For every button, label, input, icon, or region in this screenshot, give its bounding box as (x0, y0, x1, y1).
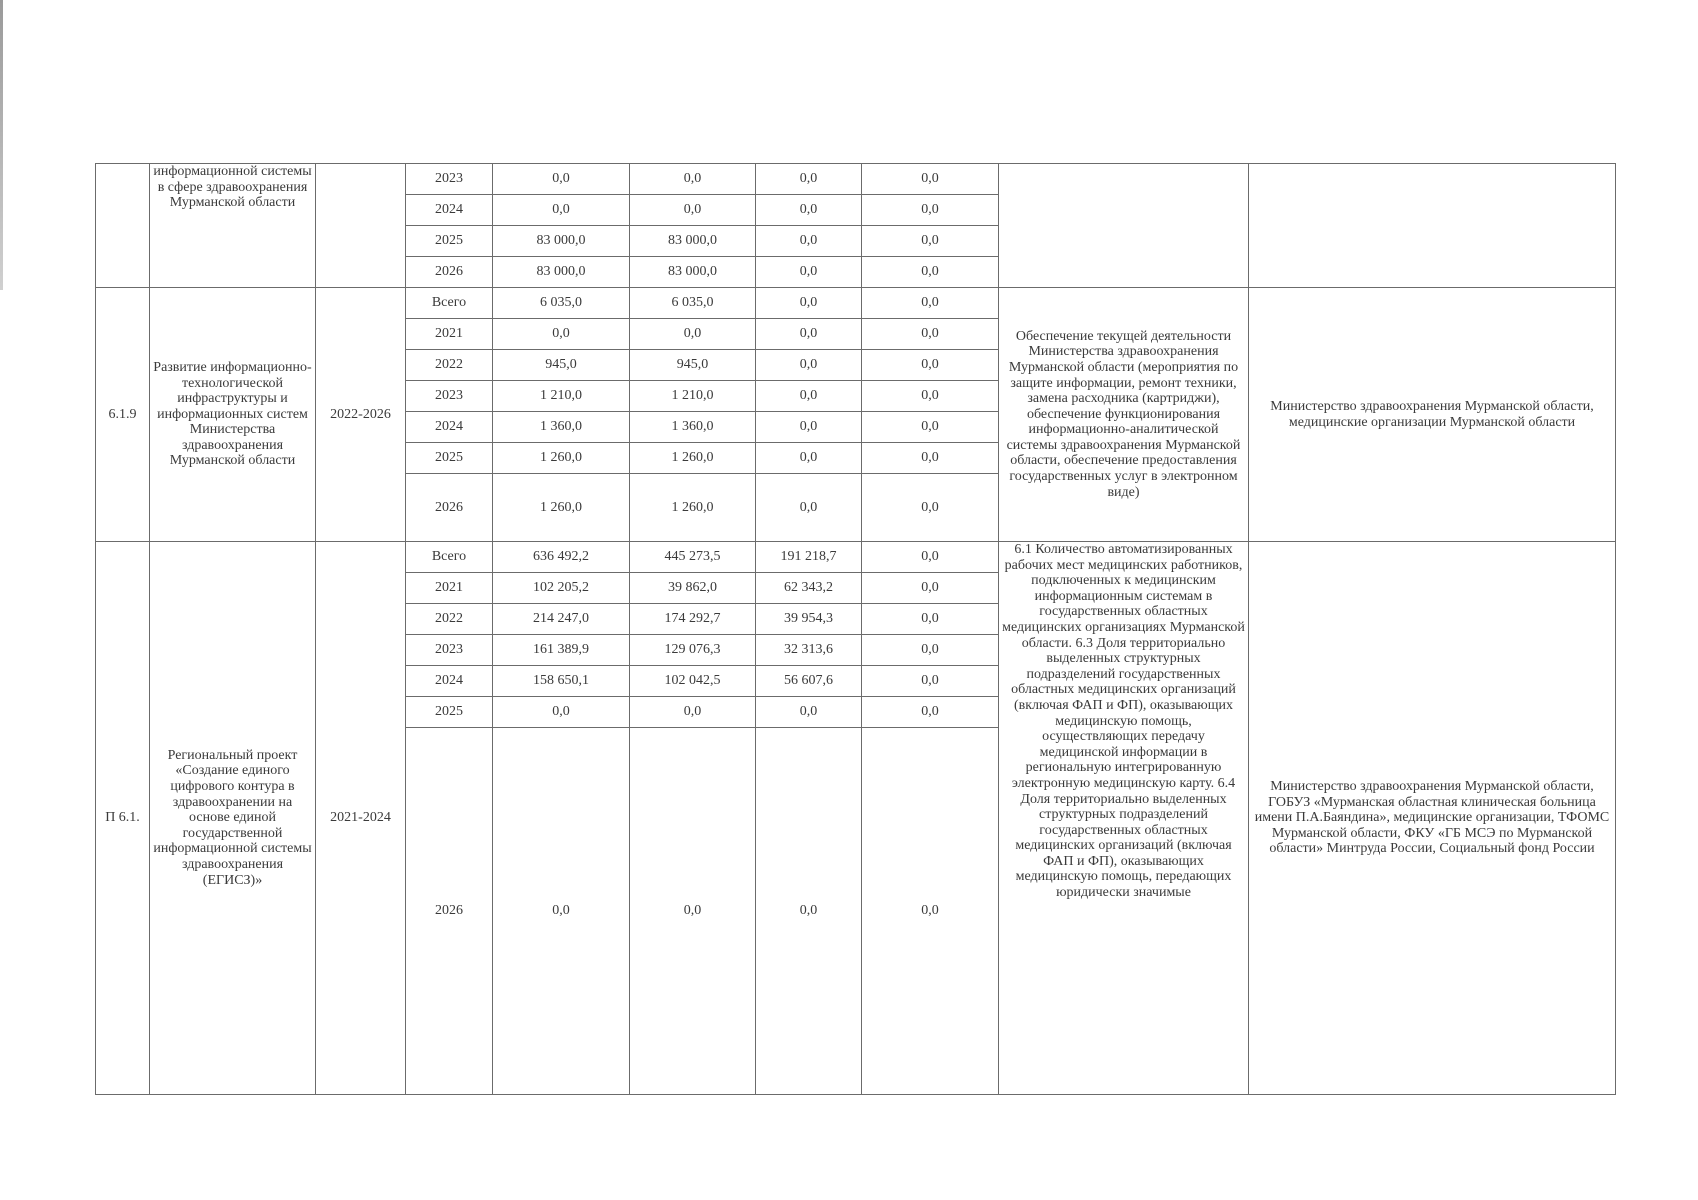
cell-year: 2021 (406, 319, 493, 350)
cell-total: 0,0 (493, 319, 630, 350)
cell-federal-budget: 0,0 (756, 728, 862, 1095)
cell-regional-budget: 129 076,3 (630, 635, 756, 666)
cell-total: 0,0 (493, 164, 630, 195)
cell-activity-name: Региональный проект «Создание единого цифрового контура в здравоохранении на основе единой государственной информационной системы здравоохранения (ЕГИСЗ)» (150, 542, 316, 1095)
cell-federal-budget: 0,0 (756, 257, 862, 288)
cell-result: 6.1 Количество автоматизированных рабочих мест медицинских работников, подключенных к медицинским информационным системам в государственных областных медицинских организациях Мурманской области. 6.3 Доля территориально выделенных структурных подразделений государственных областных медицинских организаций (включая ФАП и ФП), оказывающих медицинскую помощь, осуществляющих передачу медицинской информации в региональную интегрированную электронную медицинскую карту. 6.4 Доля территориально выделенных структурных подразделений государственных областных медицинских организаций (включая ФАП и ФП), оказывающих медицинскую помощь, передающих юридически значимые (999, 542, 1249, 1095)
cell-regional-budget: 102 042,5 (630, 666, 756, 697)
table-row (96, 288, 1616, 319)
cell-federal-budget: 0,0 (756, 474, 862, 542)
program-activities-table (95, 163, 1616, 1095)
cell-other-sources: 0,0 (862, 319, 999, 350)
cell-other-sources: 0,0 (862, 350, 999, 381)
cell-other-sources: 0,0 (862, 381, 999, 412)
table-row (96, 164, 1616, 195)
cell-other-sources: 0,0 (862, 697, 999, 728)
cell-result (999, 164, 1249, 288)
cell-other-sources: 0,0 (862, 542, 999, 573)
cell-year: 2024 (406, 412, 493, 443)
cell-year: 2024 (406, 195, 493, 226)
cell-regional-budget: 945,0 (630, 350, 756, 381)
cell-regional-budget: 0,0 (630, 319, 756, 350)
cell-total: 161 389,9 (493, 635, 630, 666)
cell-regional-budget: 174 292,7 (630, 604, 756, 635)
cell-executor: Министерство здравоохранения Мурманской области, медицинские организации Мурманской области (1249, 288, 1616, 542)
cell-regional-budget: 1 260,0 (630, 474, 756, 542)
table-row (96, 542, 1616, 573)
cell-total: 1 260,0 (493, 474, 630, 542)
cell-federal-budget: 0,0 (756, 381, 862, 412)
cell-total: 83 000,0 (493, 226, 630, 257)
cell-regional-budget: 39 862,0 (630, 573, 756, 604)
cell-federal-budget: 191 218,7 (756, 542, 862, 573)
activity-name: информационной системы в сфере здравоохранения Мурманской области (153, 164, 312, 210)
cell-period (316, 164, 406, 288)
cell-year: Всего (406, 542, 493, 573)
cell-other-sources: 0,0 (862, 635, 999, 666)
cell-federal-budget: 0,0 (756, 319, 862, 350)
cell-other-sources: 0,0 (862, 474, 999, 542)
cell-activity-name (150, 164, 316, 288)
cell-total: 6 035,0 (493, 288, 630, 319)
cell-regional-budget: 0,0 (630, 195, 756, 226)
cell-regional-budget: 0,0 (630, 164, 756, 195)
cell-federal-budget: 0,0 (756, 412, 862, 443)
cell-number: 6.1.9 (96, 288, 150, 542)
cell-federal-budget: 0,0 (756, 350, 862, 381)
cell-other-sources: 0,0 (862, 412, 999, 443)
cell-year: 2026 (406, 257, 493, 288)
cell-period: 2021-2024 (316, 542, 406, 1095)
cell-activity-name: Развитие информационно-технологической инфраструктуры и информационных систем Министерства здравоохранения Мурманской области (150, 288, 316, 542)
cell-number: П 6.1. (96, 542, 150, 1095)
cell-federal-budget: 62 343,2 (756, 573, 862, 604)
cell-federal-budget: 56 607,6 (756, 666, 862, 697)
cell-federal-budget: 0,0 (756, 443, 862, 474)
cell-year: 2025 (406, 226, 493, 257)
cell-total: 945,0 (493, 350, 630, 381)
cell-regional-budget: 83 000,0 (630, 226, 756, 257)
cell-year: 2021 (406, 573, 493, 604)
cell-federal-budget: 39 954,3 (756, 604, 862, 635)
cell-other-sources: 0,0 (862, 604, 999, 635)
cell-year: 2023 (406, 381, 493, 412)
cell-federal-budget: 0,0 (756, 226, 862, 257)
cell-regional-budget: 1 260,0 (630, 443, 756, 474)
cell-year: 2026 (406, 728, 493, 1095)
cell-total: 83 000,0 (493, 257, 630, 288)
cell-year: 2024 (406, 666, 493, 697)
cell-other-sources: 0,0 (862, 443, 999, 474)
cell-total: 0,0 (493, 195, 630, 226)
cell-year: Всего (406, 288, 493, 319)
cell-year: 2022 (406, 604, 493, 635)
cell-regional-budget: 6 035,0 (630, 288, 756, 319)
cell-other-sources: 0,0 (862, 195, 999, 226)
cell-regional-budget: 0,0 (630, 728, 756, 1095)
cell-other-sources: 0,0 (862, 728, 999, 1095)
cell-result: Обеспечение текущей деятельности Министерства здравоохранения Мурманской области (мероприятия по защите информации, ремонт техники, замена расходника (картриджи), обеспечение функционирования информационно-аналитической системы здравоохранения Мурманской области, обеспечение предоставления государственных услуг в электронном виде) (999, 288, 1249, 542)
cell-total: 636 492,2 (493, 542, 630, 573)
cell-other-sources: 0,0 (862, 257, 999, 288)
cell-total: 158 650,1 (493, 666, 630, 697)
cell-year: 2025 (406, 697, 493, 728)
cell-other-sources: 0,0 (862, 666, 999, 697)
cell-executor: Министерство здравоохранения Мурманской области, ГОБУЗ «Мурманская областная клиническая больница имени П.А.Баяндина», медицинские организации, ТФОМС Мурманской области, ФКУ «ГБ МСЭ по Мурманской области» Минтруда России, Социальный фонд России (1249, 542, 1616, 1095)
scan-page-edge (0, 0, 3, 290)
cell-regional-budget: 1 360,0 (630, 412, 756, 443)
cell-year: 2026 (406, 474, 493, 542)
cell-regional-budget: 445 273,5 (630, 542, 756, 573)
cell-total: 0,0 (493, 728, 630, 1095)
cell-regional-budget: 1 210,0 (630, 381, 756, 412)
cell-executor (1249, 164, 1616, 288)
cell-other-sources: 0,0 (862, 288, 999, 319)
cell-federal-budget: 0,0 (756, 288, 862, 319)
cell-year: 2022 (406, 350, 493, 381)
cell-federal-budget: 0,0 (756, 195, 862, 226)
cell-other-sources: 0,0 (862, 226, 999, 257)
cell-federal-budget: 0,0 (756, 164, 862, 195)
cell-federal-budget: 0,0 (756, 697, 862, 728)
cell-year: 2023 (406, 164, 493, 195)
cell-total: 1 260,0 (493, 443, 630, 474)
cell-period: 2022-2026 (316, 288, 406, 542)
cell-regional-budget: 83 000,0 (630, 257, 756, 288)
cell-total: 102 205,2 (493, 573, 630, 604)
cell-total: 1 360,0 (493, 412, 630, 443)
cell-year: 2025 (406, 443, 493, 474)
cell-number (96, 164, 150, 288)
cell-regional-budget: 0,0 (630, 697, 756, 728)
cell-other-sources: 0,0 (862, 573, 999, 604)
cell-other-sources: 0,0 (862, 164, 999, 195)
cell-total: 1 210,0 (493, 381, 630, 412)
cell-total: 214 247,0 (493, 604, 630, 635)
cell-federal-budget: 32 313,6 (756, 635, 862, 666)
cell-total: 0,0 (493, 697, 630, 728)
cell-year: 2023 (406, 635, 493, 666)
